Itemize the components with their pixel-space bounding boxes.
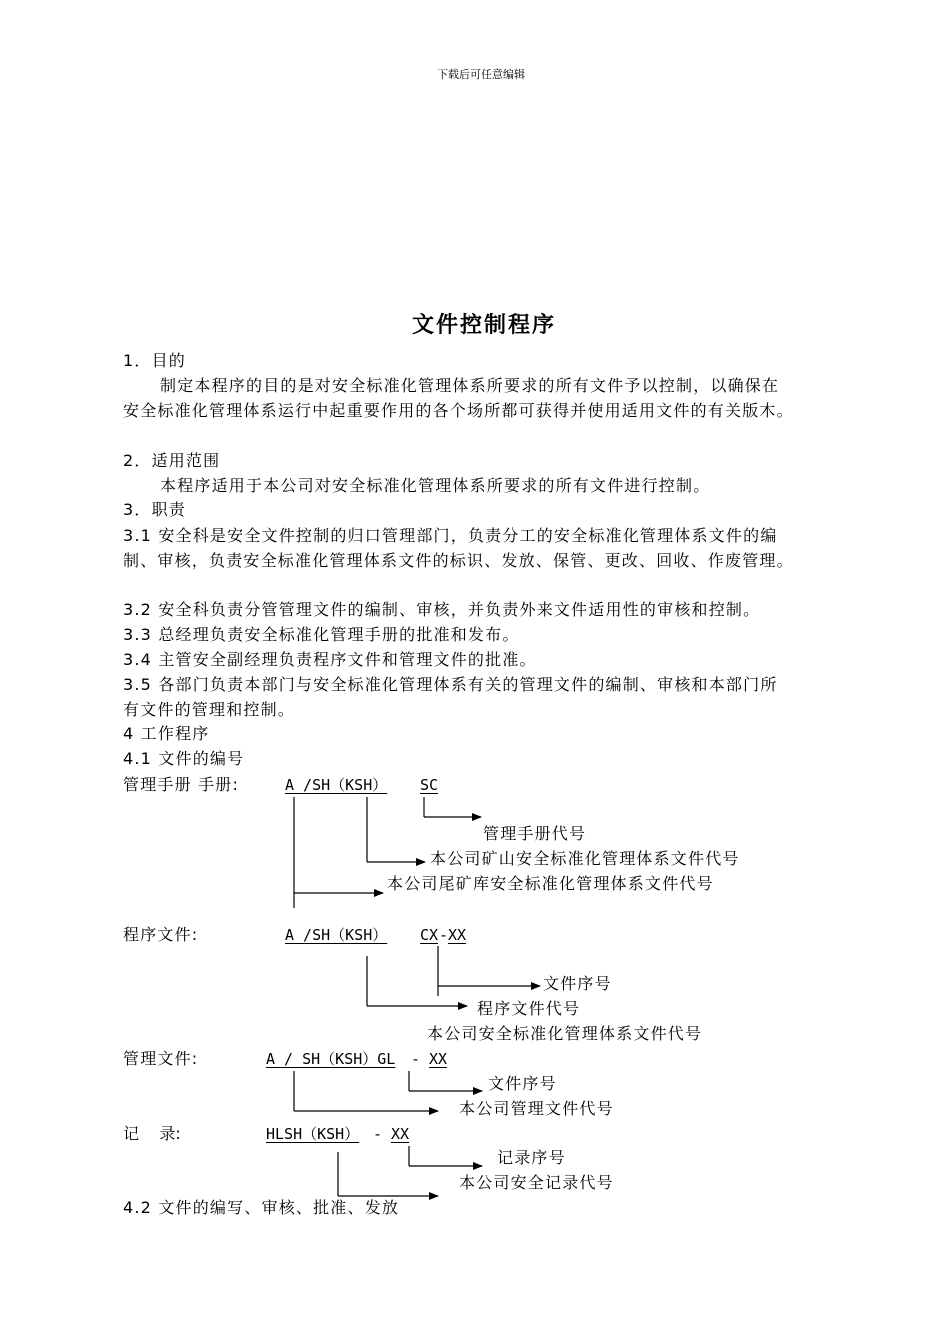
section-2-paragraph: 本程序适用于本公司对安全标准化管理体系所要求的所有文件进行控制。: [160, 476, 711, 495]
record-sequence: XX: [391, 1125, 410, 1143]
manual-annotation-1: 管理手册代号: [483, 824, 587, 843]
procedure-sequence: XX: [448, 926, 467, 944]
manual-label: 管理手册 手册:: [123, 775, 240, 794]
record-dash: -: [373, 1125, 383, 1143]
manual-suffix: SC: [420, 776, 439, 794]
item-3-4: 3.4 主管安全副经理负责程序文件和管理文件的批准。: [123, 650, 537, 669]
management-sequence: XX: [429, 1050, 448, 1068]
procedure-suffix: CX: [420, 926, 439, 944]
section-1-paragraph-line-2: 安全标准化管理体系运行中起重要作用的各个场所都可获得并使用适用文件的有关版木。: [123, 401, 794, 420]
manual-code: A /SH（KSH）: [285, 776, 388, 794]
record-annotation-1: 记录序号: [497, 1148, 566, 1167]
item-3-2: 3.2 安全科负责分管管理文件的编制、审核，并负责外来文件适用性的审核和控制。: [123, 600, 761, 619]
procedure-annotation-3: 本公司安全标准化管理体系文件代号: [427, 1024, 703, 1043]
item-3-5-line-1: 3.5 各部门负责本部门与安全标准化管理体系有关的管理文件的编制、审核和本部门所: [123, 675, 778, 694]
procedure-code: A /SH（KSH）: [285, 926, 388, 944]
procedure-dash: -: [439, 926, 449, 944]
section-4-heading: 4 工作程序: [123, 724, 210, 743]
section-3-heading: 3．职责: [123, 500, 186, 519]
management-dash: -: [411, 1050, 421, 1068]
management-label: 管理文件:: [123, 1049, 199, 1068]
section-1-heading: 1．目的: [123, 351, 186, 370]
subsection-4-1-heading: 4.1 文件的编号: [123, 749, 245, 768]
section-1-paragraph-line-1: 制定本程序的目的是对安全标准化管理体系所要求的所有文件予以控制，以确保在: [160, 376, 780, 395]
management-annotation-1: 文件序号: [488, 1074, 557, 1093]
record-label: 记 录:: [123, 1124, 181, 1143]
manual-annotation-2: 本公司矿山安全标准化管理体系文件代号: [430, 849, 740, 868]
item-3-1-line-1: 3.1 安全科是安全文件控制的归口管理部门，负责分工的安全标准化管理体系文件的编: [123, 526, 778, 545]
subsection-4-2-heading: 4.2 文件的编写、审核、批准、发放: [123, 1198, 400, 1217]
item-3-5-line-2: 有文件的管理和控制。: [123, 700, 296, 719]
item-3-3: 3.3 总经理负责安全标准化管理手册的批准和发布。: [123, 625, 520, 644]
page-title: 文件控制程序: [412, 312, 557, 338]
procedure-annotation-1: 文件序号: [543, 974, 612, 993]
record-code: HLSH（KSH）: [266, 1125, 360, 1143]
record-annotation-2: 本公司安全记录代号: [459, 1173, 614, 1192]
section-2-heading: 2．适用范围: [123, 451, 221, 470]
procedure-label: 程序文件:: [123, 925, 199, 944]
manual-annotation-3: 本公司尾矿库安全标准化管理体系文件代号: [387, 874, 714, 893]
procedure-annotation-2: 程序文件代号: [477, 999, 581, 1018]
management-code: A / SH（KSH）GL: [266, 1050, 396, 1068]
item-3-1-line-2: 制、审核，负责安全标准化管理体系文件的标识、发放、保管、更改、回收、作废管理。: [123, 551, 794, 570]
header-note: 下载后可任意编辑: [437, 68, 525, 81]
management-annotation-2: 本公司管理文件代号: [459, 1099, 614, 1118]
